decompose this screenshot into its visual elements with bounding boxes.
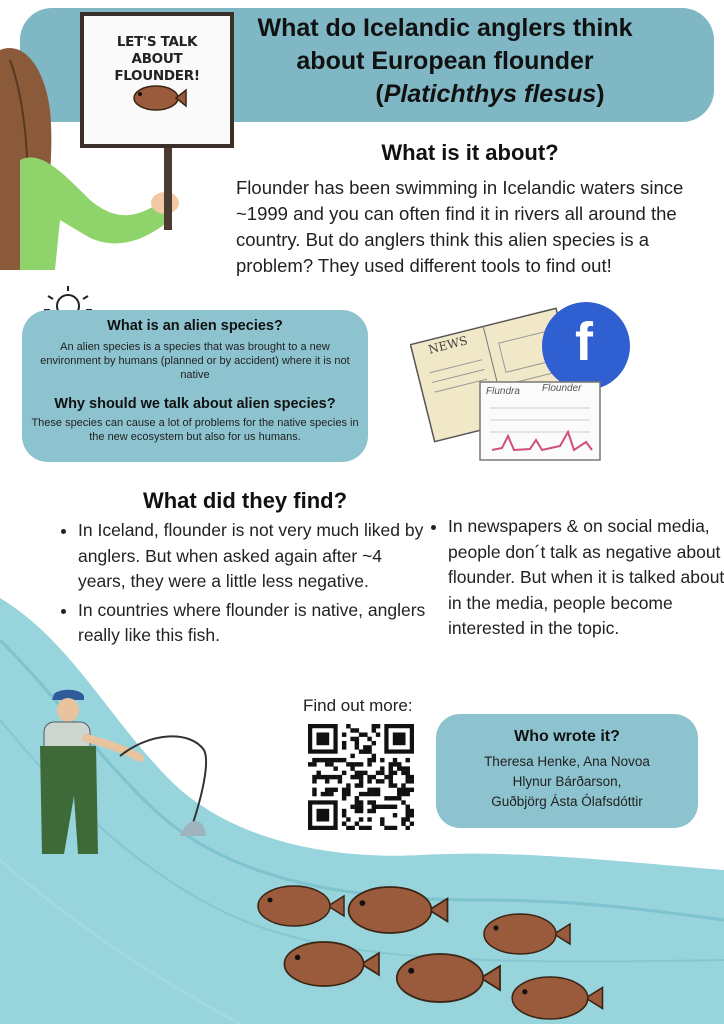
list-item: • In countries where flounder is native, anglers really like this fish. — [78, 598, 428, 649]
qr-code[interactable] — [308, 724, 414, 830]
alien-answer-2: These species can cause a lot of problems for the native species in the new ecosystem but also for us humans. — [31, 417, 359, 443]
title-line-1: What do Icelandic anglers think — [257, 14, 633, 42]
chart-label-1: Flundra — [486, 386, 520, 397]
flounder-school — [250, 870, 724, 1024]
findings-right-list — [428, 514, 724, 645]
alien-species-box — [22, 310, 368, 462]
facebook-icon: f — [575, 312, 593, 372]
alien-question-1: What is an alien species? — [107, 318, 283, 334]
authors-box — [436, 714, 698, 828]
flounder-sign-icon — [128, 78, 188, 118]
newspaper-label: NEWS — [426, 333, 469, 357]
alien-question-2: Why should we talk about alien species? — [54, 396, 336, 412]
paren-open: ( — [375, 80, 384, 108]
chart-label-2: Flounder — [542, 383, 582, 394]
angler-illustration — [20, 686, 220, 866]
sign-line-1: LET'S TALK — [116, 34, 198, 50]
author-line-1: Theresa Henke, Ana Novoa — [484, 754, 650, 769]
authors-title: Who wrote it? — [514, 728, 620, 745]
alien-answer-1: An alien species is a species that was brought to a new environment by humans (planned or by accident) where it is not native — [40, 341, 350, 381]
scientific-name: Platichthys flesus — [383, 80, 597, 108]
page-title — [230, 12, 660, 111]
media-illustration — [410, 296, 650, 466]
find-out-more-label: Find out more: — [303, 696, 413, 715]
author-line-3: Guðbjörg Ásta Ólafsdóttir — [491, 794, 643, 809]
title-line-2: about European flounder — [296, 47, 594, 75]
about-title: What is it about? — [381, 140, 559, 165]
sign-board — [80, 12, 234, 148]
sign-line-2: ABOUT FLOUNDER! — [114, 51, 200, 84]
findings-title: What did they find? — [142, 488, 348, 513]
about-text: Flounder has been swimming in Icelandic waters since ~1999 and you can often find it in rivers all around the country. But do anglers think this alien species is a problem? They used different tools to find out! — [236, 177, 684, 276]
author-line-2: Hlynur Bárðarson, — [512, 774, 622, 789]
list-item: • In Iceland, flounder is not very much liked by anglers. But when asked again after ~4 years, they were a little less negative. — [78, 518, 428, 595]
findings-left-list — [58, 518, 428, 652]
sign-pole — [164, 138, 172, 230]
paren-close: ) — [596, 80, 605, 108]
list-item: • In newspapers & on social media, people don´t talk as negative about flounder. But when it is talked about in the media, people become interested in the topic. — [448, 514, 724, 642]
